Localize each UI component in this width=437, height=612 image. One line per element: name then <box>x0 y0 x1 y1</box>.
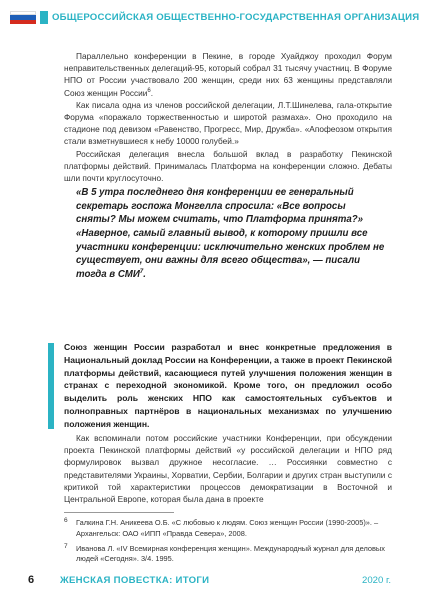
footnote-divider <box>64 512 174 513</box>
header-accent-bar <box>40 11 48 24</box>
page-number: 6 <box>28 574 35 586</box>
quote <box>76 186 388 281</box>
footnote <box>64 544 392 566</box>
footer-year: 2020 г. <box>361 575 391 586</box>
paragraph: Как писала одна из членов российской делегации, Л.Т.Шинелева, гала-открытие Форума «поражало торжественностью и широтой размаха». Оно проходило на стадионе под девизом «Равенство, Прогресс, Мир, Дружба». «Апофеозом открытия стали взметнувшиеся к небу 10000 голубей.» <box>64 99 392 147</box>
highlight-accent-bar <box>48 343 54 429</box>
main-text <box>64 50 392 281</box>
page-footer <box>0 574 437 592</box>
highlight-text: Союз женщин России разработал и внес конкретные предложения в Национальный доклад России на Конференции, а также в проект Пекинской платформы действий, касающиеся путей улучшения положения женщин в странах с переходной экономикой. Кроме того, он предложил особо выделить роль женских НПО как самостоятельных субъектов и полноправных партнёров в национальных механизмах по улучшению положения женщин. <box>64 342 393 429</box>
footnotes <box>64 518 392 569</box>
highlight-block <box>48 341 392 431</box>
footer-title: ЖЕНСКАЯ ПОВЕСТКА: ИТОГИ <box>60 575 210 586</box>
continuation-paragraph <box>64 432 392 505</box>
paragraph: Как вспоминали потом российские участники Конференции, при обсуждении проекта Пекинской платформы действий «у российской делегации и НПО ряд формулировок вызвал дружное несогласие. … Россиянки совместно с представителями Украины, Хорватии, Сербии, Болгарии и других стран выступили с критикой той характеристики процессов демократизации в Восточной и Центральной Европе, которая была дана в проекте <box>64 433 392 505</box>
footnote <box>64 518 392 540</box>
page-header <box>0 8 437 26</box>
footnote-number: 7 <box>64 542 68 550</box>
footnote-ref: 7 <box>139 268 144 275</box>
flag-stripe-red <box>10 20 36 24</box>
paragraph: Российская делегация внесла большой вклад в разработку Пекинской платформы действий. Принималась Платформа на конференции сложно. Дебаты шли почти круглосуточно. <box>64 148 392 184</box>
footnote-number: 6 <box>64 517 68 524</box>
quote-end: . <box>143 268 146 280</box>
footnote-text: Галкина Г.Н. Аникеева О.Б. «С любовью к людям. Союз женщин России (1990-2005)». – Архангельск: ОАО «ИПП «Правда Севера», 2008. <box>76 518 379 538</box>
footnote-text: Иванова Л. «IV Всемирная конференция женщин». Международный журнал для деловых людей «Сегодня». 3/4. 1995. <box>76 543 385 564</box>
footnote-ref: 6 <box>147 87 151 94</box>
quote-text: «В 5 утра последнего дня конференции ее генеральный секретарь госпожа Монгелла спросила: «Все вопросы сняты? Мы можем считать, что Платформа принята?» «Наверное, самый главный вывод, к которому пришли все участники конференции: исключительно женских проблем не существует, они важны для всего общества», — писали тогда в СМИ <box>76 187 385 280</box>
paragraph-text: Параллельно конференции в Пекине, в городе Хуайджоу проходил Форум неправительственных делегаций-95, который собрал 31 тысячу участниц. В Форуме НПО от России участвовало 200 женщин, среди них 63 женщины представляли Союз женщин России <box>64 51 392 98</box>
russian-flag-icon <box>10 11 36 24</box>
paragraph: Параллельно конференции в Пекине, в городе Хуайджоу проходил Форум неправительственных делегаций-95, который собрал 31 тысячу участниц. В Форуме НПО от России участвовало 200 женщин, среди них 63 женщины представляли Союз женщин России$^6$. <box>64 51 392 98</box>
organization-name: ОБЩЕРОССИЙСКАЯ ОБЩЕСТВЕННО-ГОСУДАРСТВЕННАЯ ОРГАНИЗАЦИЯ <box>52 12 420 23</box>
